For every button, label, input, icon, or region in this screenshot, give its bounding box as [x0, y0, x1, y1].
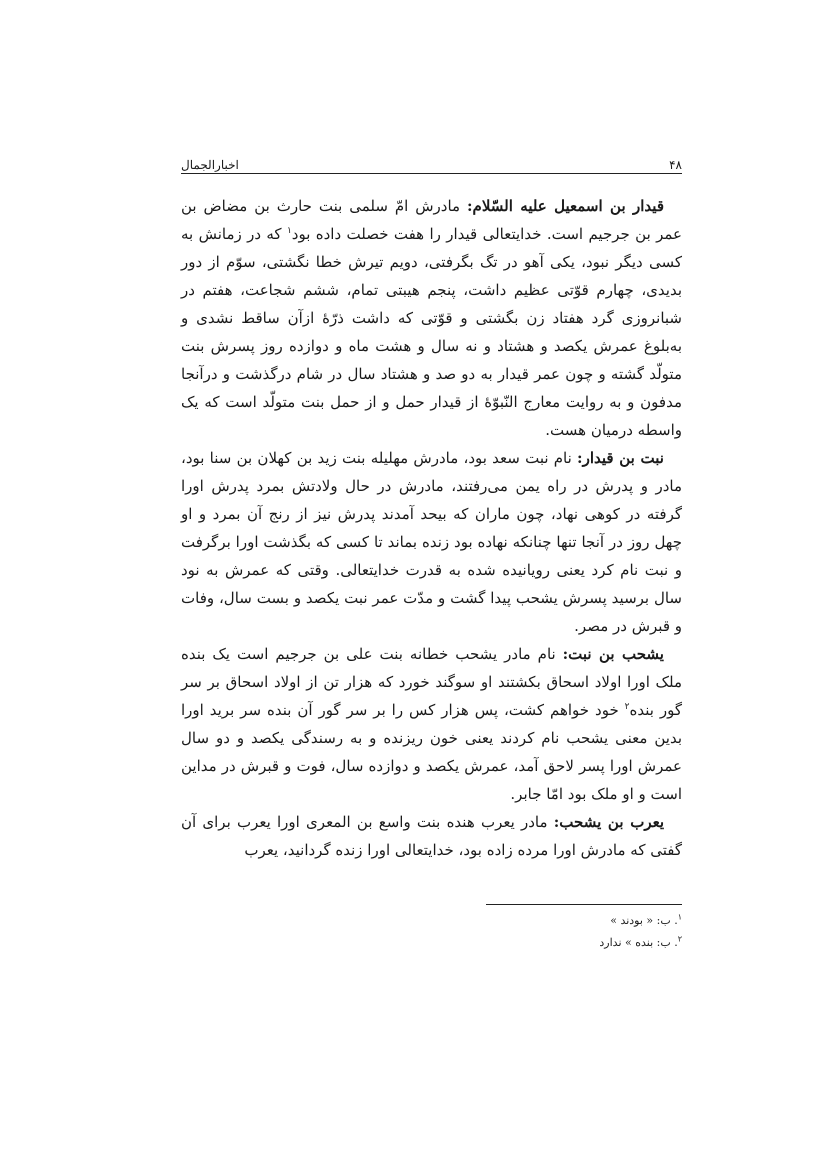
- paragraph-text: نام نبت سعد بود، مادرش مهلیله بنت زید بن کهلان بن سنا بود، مادر و پدرش در راه یمن می‌رفتند، مادرش در حال ولادتش بمرد پدرش اورا گرفته در کوهی نهاد، چون ماران که بیحد آمدند پدرش نیز از رنج آن بمرد و او چهل روز در آنجا تنها چنانکه نهاده بود زنده بماند تا کسی که بگذشت اورا برگرفت و نبت نام کرد یعنی رویانیده شده به قدرت خدایتعالی. وقتی که عمرش به نود سال برسید پسرش یشحب پیدا گشت و مدّت عمر نبت یکصد و بست سال، وفات و قبرش در مصر.: [181, 449, 682, 635]
- footnote-text: . ب: بنده » ندارد: [599, 936, 678, 949]
- entry-heading: قیدار بن اسمعیل علیه السّلام:: [467, 197, 665, 215]
- paragraph-text: مادر یعرب هنده بنت واسع بن المعری اورا یعرب برای آن گفتی که مادرش اورا مرده زاده بود، خدایتعالی اورا زنده گردانید، یعرب: [181, 813, 682, 859]
- footnote-ref: ۱: [286, 226, 292, 236]
- paragraph-yarob: [181, 808, 682, 864]
- footnote: [400, 932, 682, 954]
- header-rule: [181, 173, 682, 174]
- body-text: [181, 192, 682, 864]
- entry-heading: یشحب بن نبت:: [562, 645, 664, 663]
- footnotes: [400, 910, 682, 954]
- entry-heading: نبت بن قیدار:: [577, 449, 664, 467]
- paragraph-yashhab: [181, 640, 682, 808]
- paragraph-qaydar: [181, 192, 682, 444]
- footnote-number: ۱: [677, 912, 682, 922]
- footnote-rule: [486, 904, 682, 905]
- paragraph-text: که در زمانش به کسی دیگر نبود، یکی آهو در تگ بگرفتی، دویم تیرش خطا نگشتی، سوّم از دور بدیدی، چهارم قوّتی عظیم داشت، پنجم هیبتی تمام، ششم شجاعت، هفتم در شبانروزی گرد هفتاد زن بگشتی و قوّتی که داشت ذرّهٔ ازآن ساقط نشدی و به‌بلوغ عمرش یکصد و هشتاد و نه سال و هشت ماه و دوازده روز پسرش بنت متولّد گشته و چون عمر قیدار به دو صد و هشتاد سال در شام درگذشت و درآنجا مدفون و به روایت معارج النّبوّهٔ از قیدار حمل و از حمل بنت متولّد است که یک واسطه درمیان هست.: [181, 225, 682, 439]
- paragraph-text: نام مادر یشحب خطانه بنت علی بن جرجیم است یک بنده ملک اورا اولاد اسحاق بکشتند او سوگند خورد که هزار تن از اولاد اسحاق بر سر گور بنده: [181, 645, 682, 719]
- paragraph-nabt: [181, 444, 682, 640]
- footnote-ref: ۲: [624, 702, 630, 712]
- footnote-number: ۲: [677, 934, 682, 944]
- footnote-text: . ب: « بودند »: [610, 914, 678, 927]
- paragraph-text: مادرش امّ سلمی بنت حارث بن مضاض بن عمر بن جرجیم است. خدایتعالی قیدار را هفت خصلت داده بود: [181, 197, 683, 243]
- paragraph-text: خود خواهم کشت، پس هزار کس را بر سر گور آن بنده سر برید اورا بدین معنی یشحب نام کردند یعنی خون ریزنده و به رسندگی یکصد و دو سال عمرش اورا پسر لاحق آمد، عمرش یکصد و دوازده سال، فوت و قبرش در مداین است و او ملک بود امّا جابر.: [181, 701, 682, 803]
- running-title: اخبارالجمال: [181, 158, 239, 172]
- entry-heading: یعرب بن یشحب:: [553, 813, 665, 831]
- footnote: [400, 910, 682, 932]
- page-number: ۴۸: [669, 158, 682, 172]
- page-header: [181, 150, 682, 172]
